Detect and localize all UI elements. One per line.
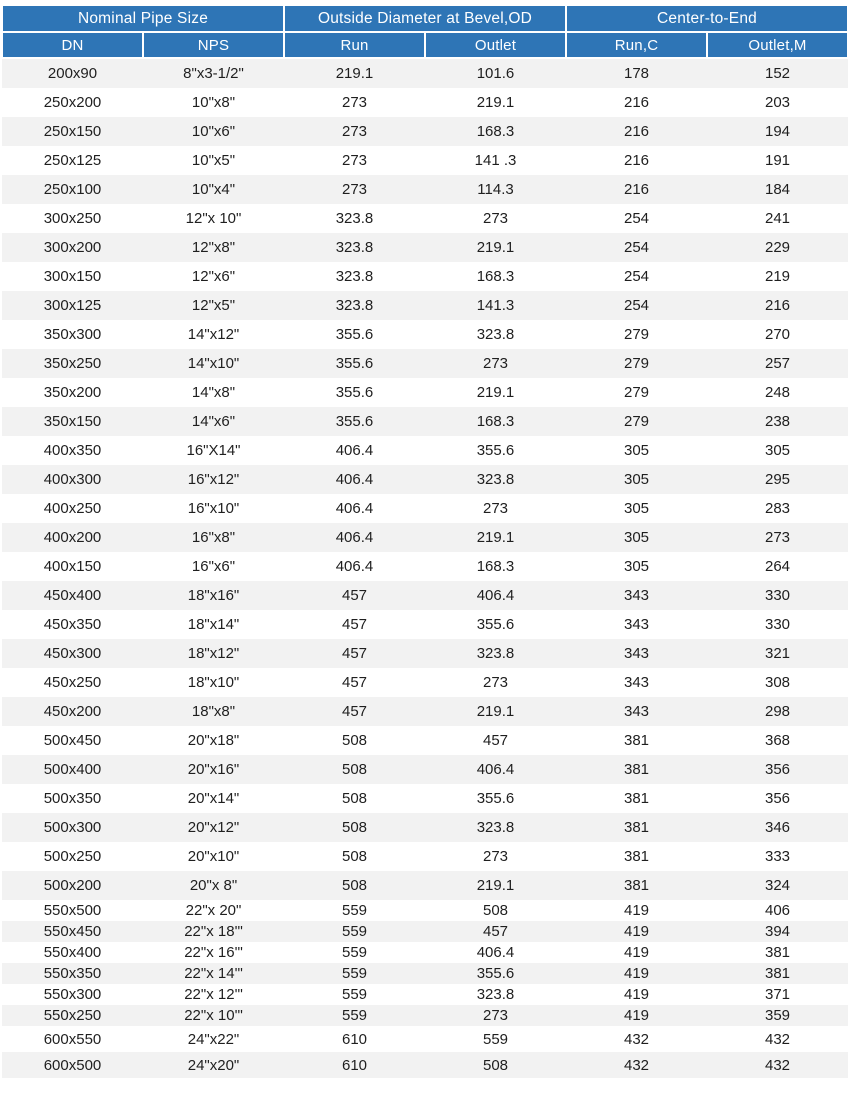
cell-od-outlet: 355.6	[425, 784, 566, 813]
table-row	[2, 610, 848, 639]
cell-c2e-outlet: 191	[707, 146, 848, 175]
cell-dn: 600x550	[2, 1026, 143, 1052]
cell-dn: 400x250	[2, 494, 143, 523]
cell-nps: 18"x8"	[143, 697, 284, 726]
cell-od-run: 457	[284, 639, 425, 668]
cell-dn: 250x125	[2, 146, 143, 175]
table-row	[2, 436, 848, 465]
cell-nps: 20"x12"	[143, 813, 284, 842]
cell-nps: 20"x18"	[143, 726, 284, 755]
cell-c2e-run: 279	[566, 320, 707, 349]
cell-nps: 16"x6"	[143, 552, 284, 581]
cell-od-run: 323.8	[284, 233, 425, 262]
cell-dn: 550x450	[2, 921, 143, 942]
cell-c2e-run: 343	[566, 610, 707, 639]
cell-c2e-outlet: 371	[707, 984, 848, 1005]
cell-c2e-outlet: 257	[707, 349, 848, 378]
table-row	[2, 963, 848, 984]
cell-od-outlet: 508	[425, 1052, 566, 1078]
header-group-center-to-end: Center-to-End	[566, 5, 848, 32]
cell-c2e-run: 419	[566, 900, 707, 921]
table-row	[2, 378, 848, 407]
cell-od-run: 355.6	[284, 407, 425, 436]
cell-od-run: 508	[284, 842, 425, 871]
cell-c2e-run: 279	[566, 378, 707, 407]
cell-nps: 16"x10"	[143, 494, 284, 523]
table-row	[2, 465, 848, 494]
cell-od-run: 273	[284, 175, 425, 204]
cell-od-outlet: 273	[425, 842, 566, 871]
cell-c2e-run: 279	[566, 407, 707, 436]
cell-c2e-outlet: 359	[707, 1005, 848, 1026]
cell-c2e-outlet: 184	[707, 175, 848, 204]
cell-od-run: 508	[284, 784, 425, 813]
cell-c2e-outlet: 219	[707, 262, 848, 291]
cell-dn: 250x100	[2, 175, 143, 204]
table-header	[2, 5, 848, 58]
cell-od-outlet: 323.8	[425, 320, 566, 349]
cell-nps: 18"x16"	[143, 581, 284, 610]
cell-c2e-run: 381	[566, 871, 707, 900]
cell-c2e-outlet: 229	[707, 233, 848, 262]
cell-od-run: 273	[284, 88, 425, 117]
cell-dn: 300x150	[2, 262, 143, 291]
cell-od-outlet: 323.8	[425, 813, 566, 842]
cell-dn: 450x350	[2, 610, 143, 639]
cell-c2e-outlet: 295	[707, 465, 848, 494]
cell-c2e-run: 419	[566, 984, 707, 1005]
cell-od-run: 559	[284, 900, 425, 921]
cell-od-run: 610	[284, 1026, 425, 1052]
cell-nps: 20"x14"	[143, 784, 284, 813]
cell-od-run: 406.4	[284, 494, 425, 523]
cell-c2e-run: 419	[566, 963, 707, 984]
cell-c2e-run: 279	[566, 349, 707, 378]
cell-od-run: 355.6	[284, 378, 425, 407]
cell-dn: 450x400	[2, 581, 143, 610]
cell-nps: 12"x8"	[143, 233, 284, 262]
cell-od-outlet: 219.1	[425, 233, 566, 262]
cell-nps: 10"x5"	[143, 146, 284, 175]
table-row	[2, 204, 848, 233]
cell-nps: 24"x20"	[143, 1052, 284, 1078]
cell-od-run: 406.4	[284, 552, 425, 581]
table-row	[2, 581, 848, 610]
cell-c2e-run: 216	[566, 88, 707, 117]
cell-od-run: 508	[284, 726, 425, 755]
cell-c2e-outlet: 241	[707, 204, 848, 233]
cell-nps: 14"x10"	[143, 349, 284, 378]
column-header-od-run: Run	[284, 32, 425, 58]
table-row	[2, 697, 848, 726]
cell-dn: 300x125	[2, 291, 143, 320]
cell-c2e-run: 432	[566, 1026, 707, 1052]
cell-od-run: 273	[284, 117, 425, 146]
cell-od-run: 508	[284, 755, 425, 784]
cell-od-outlet: 219.1	[425, 88, 566, 117]
cell-nps: 14"x6"	[143, 407, 284, 436]
cell-c2e-outlet: 330	[707, 581, 848, 610]
cell-od-outlet: 114.3	[425, 175, 566, 204]
cell-c2e-run: 419	[566, 942, 707, 963]
cell-nps: 10"x6"	[143, 117, 284, 146]
cell-dn: 450x250	[2, 668, 143, 697]
cell-c2e-run: 305	[566, 523, 707, 552]
cell-c2e-run: 419	[566, 1005, 707, 1026]
table-row	[2, 262, 848, 291]
cell-nps: 16"X14"	[143, 436, 284, 465]
cell-od-outlet: 559	[425, 1026, 566, 1052]
cell-nps: 16"x8"	[143, 523, 284, 552]
table-row	[2, 1052, 848, 1078]
cell-c2e-run: 216	[566, 117, 707, 146]
header-group-nominal-pipe-size: Nominal Pipe Size	[2, 5, 284, 32]
cell-od-run: 323.8	[284, 291, 425, 320]
table-row	[2, 921, 848, 942]
table-row	[2, 146, 848, 175]
cell-c2e-run: 343	[566, 639, 707, 668]
cell-c2e-outlet: 203	[707, 88, 848, 117]
cell-dn: 400x350	[2, 436, 143, 465]
cell-dn: 550x350	[2, 963, 143, 984]
cell-nps: 12"x6"	[143, 262, 284, 291]
cell-od-run: 406.4	[284, 436, 425, 465]
cell-c2e-outlet: 368	[707, 726, 848, 755]
cell-od-outlet: 406.4	[425, 755, 566, 784]
cell-od-run: 219.1	[284, 58, 425, 88]
cell-od-run: 406.4	[284, 523, 425, 552]
cell-od-run: 323.8	[284, 262, 425, 291]
cell-dn: 250x200	[2, 88, 143, 117]
cell-od-outlet: 168.3	[425, 117, 566, 146]
cell-od-run: 457	[284, 581, 425, 610]
cell-od-outlet: 355.6	[425, 610, 566, 639]
cell-dn: 550x400	[2, 942, 143, 963]
cell-dn: 550x500	[2, 900, 143, 921]
cell-dn: 450x300	[2, 639, 143, 668]
cell-od-outlet: 406.4	[425, 581, 566, 610]
cell-dn: 350x300	[2, 320, 143, 349]
table-row	[2, 755, 848, 784]
cell-od-outlet: 141 .3	[425, 146, 566, 175]
cell-c2e-run: 343	[566, 581, 707, 610]
cell-c2e-run: 305	[566, 436, 707, 465]
table-row	[2, 784, 848, 813]
cell-c2e-outlet: 238	[707, 407, 848, 436]
cell-dn: 400x150	[2, 552, 143, 581]
table-row	[2, 668, 848, 697]
cell-od-outlet: 273	[425, 668, 566, 697]
cell-c2e-run: 343	[566, 697, 707, 726]
cell-nps: 20"x16"	[143, 755, 284, 784]
table-row	[2, 494, 848, 523]
cell-c2e-run: 419	[566, 921, 707, 942]
cell-od-run: 508	[284, 813, 425, 842]
cell-c2e-outlet: 194	[707, 117, 848, 146]
cell-od-run: 273	[284, 146, 425, 175]
cell-c2e-outlet: 321	[707, 639, 848, 668]
cell-c2e-run: 381	[566, 784, 707, 813]
cell-c2e-outlet: 324	[707, 871, 848, 900]
cell-od-run: 406.4	[284, 465, 425, 494]
cell-od-outlet: 323.8	[425, 465, 566, 494]
table-row	[2, 117, 848, 146]
cell-c2e-run: 381	[566, 813, 707, 842]
table-row	[2, 320, 848, 349]
cell-od-run: 559	[284, 963, 425, 984]
cell-c2e-outlet: 273	[707, 523, 848, 552]
cell-od-outlet: 323.8	[425, 639, 566, 668]
cell-od-run: 355.6	[284, 320, 425, 349]
cell-nps: 12"x 10"	[143, 204, 284, 233]
cell-c2e-outlet: 264	[707, 552, 848, 581]
cell-c2e-outlet: 248	[707, 378, 848, 407]
cell-dn: 500x450	[2, 726, 143, 755]
cell-nps: 22"x 14'"	[143, 963, 284, 984]
cell-dn: 250x150	[2, 117, 143, 146]
cell-c2e-run: 254	[566, 233, 707, 262]
table-row	[2, 726, 848, 755]
cell-c2e-run: 381	[566, 726, 707, 755]
cell-nps: 12"x5"	[143, 291, 284, 320]
cell-dn: 500x250	[2, 842, 143, 871]
cell-od-outlet: 355.6	[425, 436, 566, 465]
column-header-nps: NPS	[143, 32, 284, 58]
cell-c2e-run: 254	[566, 204, 707, 233]
cell-c2e-run: 305	[566, 552, 707, 581]
cell-nps: 10"x4"	[143, 175, 284, 204]
cell-nps: 18"x12"	[143, 639, 284, 668]
table-row	[2, 900, 848, 921]
cell-c2e-outlet: 432	[707, 1052, 848, 1078]
cell-c2e-outlet: 381	[707, 963, 848, 984]
cell-dn: 350x200	[2, 378, 143, 407]
cell-od-outlet: 168.3	[425, 262, 566, 291]
cell-c2e-run: 254	[566, 291, 707, 320]
cell-od-outlet: 273	[425, 1005, 566, 1026]
cell-od-run: 559	[284, 942, 425, 963]
cell-nps: 14"x12"	[143, 320, 284, 349]
cell-c2e-outlet: 270	[707, 320, 848, 349]
cell-od-outlet: 457	[425, 921, 566, 942]
cell-c2e-outlet: 283	[707, 494, 848, 523]
cell-nps: 8"x3-1/2"	[143, 58, 284, 88]
cell-c2e-outlet: 152	[707, 58, 848, 88]
cell-od-outlet: 219.1	[425, 378, 566, 407]
cell-c2e-run: 216	[566, 146, 707, 175]
cell-nps: 22"x 16'"	[143, 942, 284, 963]
cell-od-run: 559	[284, 1005, 425, 1026]
header-group-outside-diameter: Outside Diameter at Bevel,OD	[284, 5, 566, 32]
table-row	[2, 639, 848, 668]
cell-dn: 550x300	[2, 984, 143, 1005]
cell-dn: 300x200	[2, 233, 143, 262]
cell-dn: 400x200	[2, 523, 143, 552]
cell-c2e-run: 343	[566, 668, 707, 697]
cell-od-outlet: 101.6	[425, 58, 566, 88]
cell-od-outlet: 355.6	[425, 963, 566, 984]
table-row	[2, 871, 848, 900]
cell-c2e-run: 216	[566, 175, 707, 204]
cell-nps: 14"x8"	[143, 378, 284, 407]
cell-dn: 200x90	[2, 58, 143, 88]
cell-od-outlet: 508	[425, 900, 566, 921]
cell-nps: 20"x 8"	[143, 871, 284, 900]
cell-od-run: 610	[284, 1052, 425, 1078]
cell-nps: 10"x8"	[143, 88, 284, 117]
cell-nps: 22"x 18'"	[143, 921, 284, 942]
cell-c2e-outlet: 356	[707, 755, 848, 784]
cell-od-outlet: 168.3	[425, 407, 566, 436]
header-column-row	[2, 32, 848, 58]
cell-c2e-run: 432	[566, 1052, 707, 1078]
cell-od-outlet: 323.8	[425, 984, 566, 1005]
cell-dn: 600x500	[2, 1052, 143, 1078]
table-row	[2, 58, 848, 88]
cell-od-outlet: 273	[425, 204, 566, 233]
table-row	[2, 1005, 848, 1026]
cell-dn: 450x200	[2, 697, 143, 726]
cell-od-outlet: 219.1	[425, 697, 566, 726]
table-row	[2, 552, 848, 581]
cell-od-outlet: 457	[425, 726, 566, 755]
cell-nps: 16"x12"	[143, 465, 284, 494]
cell-nps: 22"x 10'"	[143, 1005, 284, 1026]
cell-c2e-outlet: 308	[707, 668, 848, 697]
pipe-dimension-table	[1, 4, 849, 1078]
cell-od-outlet: 141.3	[425, 291, 566, 320]
cell-od-outlet: 168.3	[425, 552, 566, 581]
cell-nps: 24"x22"	[143, 1026, 284, 1052]
cell-od-run: 559	[284, 984, 425, 1005]
cell-dn: 500x300	[2, 813, 143, 842]
cell-dn: 550x250	[2, 1005, 143, 1026]
cell-od-outlet: 219.1	[425, 871, 566, 900]
cell-c2e-outlet: 298	[707, 697, 848, 726]
cell-c2e-outlet: 330	[707, 610, 848, 639]
cell-c2e-run: 254	[566, 262, 707, 291]
cell-od-run: 323.8	[284, 204, 425, 233]
cell-c2e-outlet: 216	[707, 291, 848, 320]
cell-dn: 500x400	[2, 755, 143, 784]
table-row	[2, 942, 848, 963]
table-row	[2, 349, 848, 378]
cell-c2e-outlet: 394	[707, 921, 848, 942]
cell-c2e-outlet: 333	[707, 842, 848, 871]
cell-c2e-run: 305	[566, 494, 707, 523]
cell-nps: 18"x10"	[143, 668, 284, 697]
cell-dn: 500x350	[2, 784, 143, 813]
table-row	[2, 407, 848, 436]
cell-c2e-run: 305	[566, 465, 707, 494]
table-body	[2, 58, 848, 1078]
cell-c2e-outlet: 432	[707, 1026, 848, 1052]
header-group-row	[2, 5, 848, 32]
cell-nps: 20"x10"	[143, 842, 284, 871]
table-row	[2, 813, 848, 842]
cell-od-run: 355.6	[284, 349, 425, 378]
table-row	[2, 842, 848, 871]
cell-c2e-outlet: 346	[707, 813, 848, 842]
table-row	[2, 984, 848, 1005]
cell-c2e-outlet: 305	[707, 436, 848, 465]
cell-od-run: 559	[284, 921, 425, 942]
cell-c2e-run: 178	[566, 58, 707, 88]
cell-nps: 22"x 20"	[143, 900, 284, 921]
cell-c2e-outlet: 356	[707, 784, 848, 813]
table-row	[2, 175, 848, 204]
table-row	[2, 523, 848, 552]
cell-od-run: 457	[284, 668, 425, 697]
table-row	[2, 1026, 848, 1052]
cell-od-run: 508	[284, 871, 425, 900]
cell-dn: 300x250	[2, 204, 143, 233]
cell-c2e-outlet: 406	[707, 900, 848, 921]
cell-dn: 400x300	[2, 465, 143, 494]
cell-dn: 350x250	[2, 349, 143, 378]
cell-c2e-run: 381	[566, 842, 707, 871]
cell-dn: 350x150	[2, 407, 143, 436]
cell-od-outlet: 406.4	[425, 942, 566, 963]
cell-od-outlet: 273	[425, 494, 566, 523]
table-row	[2, 88, 848, 117]
cell-od-run: 457	[284, 610, 425, 639]
cell-dn: 500x200	[2, 871, 143, 900]
cell-nps: 22"x 12'"	[143, 984, 284, 1005]
cell-nps: 18"x14"	[143, 610, 284, 639]
cell-od-run: 457	[284, 697, 425, 726]
cell-od-outlet: 219.1	[425, 523, 566, 552]
column-header-dn: DN	[2, 32, 143, 58]
column-header-c2e-outlet: Outlet,M	[707, 32, 848, 58]
cell-c2e-outlet: 381	[707, 942, 848, 963]
column-header-c2e-run: Run,C	[566, 32, 707, 58]
table-row	[2, 233, 848, 262]
column-header-od-outlet: Outlet	[425, 32, 566, 58]
cell-c2e-run: 381	[566, 755, 707, 784]
cell-od-outlet: 273	[425, 349, 566, 378]
table-row	[2, 291, 848, 320]
